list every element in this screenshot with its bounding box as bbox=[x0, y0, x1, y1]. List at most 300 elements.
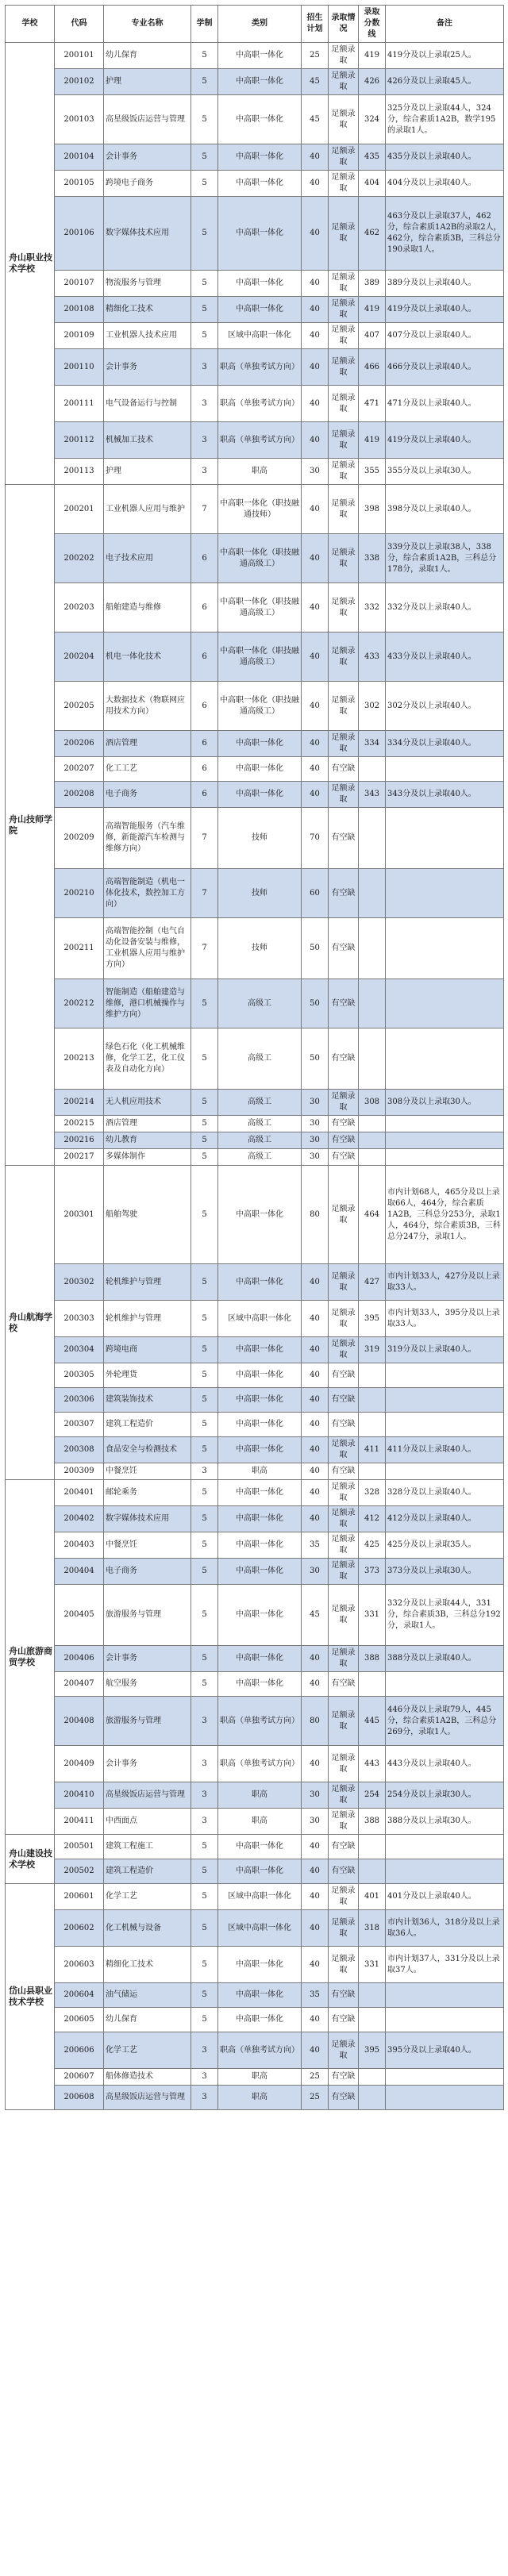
major-cell: 护理 bbox=[104, 459, 191, 485]
code-cell: 200502 bbox=[55, 1859, 104, 1884]
plan-cell: 40 bbox=[302, 1363, 329, 1388]
note-cell bbox=[386, 1672, 504, 1697]
code-cell: 200215 bbox=[55, 1116, 104, 1132]
code-cell: 200501 bbox=[55, 1835, 104, 1859]
years-cell: 5 bbox=[191, 1646, 218, 1672]
code-cell: 200409 bbox=[55, 1746, 104, 1782]
note-cell: 446分及以上录取79人，445分，综合素质1A2B，三科总分269分，录取1人。 bbox=[386, 1697, 504, 1746]
major-cell: 建筑工程施工 bbox=[104, 1835, 191, 1859]
note-cell: 325分及以上录取44人，324分，综合素质1A2B，数学195的录取1人。 bbox=[386, 95, 504, 144]
years-cell: 5 bbox=[191, 1090, 218, 1116]
type-cell: 区域中高职一体化 bbox=[218, 1884, 302, 1910]
major-cell: 幼儿保育 bbox=[104, 2008, 191, 2032]
type-cell: 中高职一体化 bbox=[218, 1480, 302, 1506]
note-cell: 319分及以上录取40人。 bbox=[386, 1337, 504, 1363]
plan-cell: 60 bbox=[302, 869, 329, 918]
years-cell: 5 bbox=[191, 1910, 218, 1947]
type-cell: 中高职一体化 bbox=[218, 1672, 302, 1697]
note-cell: 308分及以上录取30人。 bbox=[386, 1090, 504, 1116]
code-cell: 200407 bbox=[55, 1672, 104, 1697]
status-cell: 足额录取 bbox=[329, 1585, 359, 1646]
plan-cell: 40 bbox=[302, 757, 329, 782]
plan-cell: 40 bbox=[302, 1480, 329, 1506]
note-cell bbox=[386, 1413, 504, 1437]
status-cell: 有空缺 bbox=[329, 1413, 359, 1437]
score-cell bbox=[359, 2008, 386, 2032]
major-cell: 轮机维护与管理 bbox=[104, 1301, 191, 1337]
table-row bbox=[6, 1697, 504, 1746]
status-cell: 足额录取 bbox=[329, 1646, 359, 1672]
plan-cell: 30 bbox=[302, 1809, 329, 1835]
score-cell: 254 bbox=[359, 1782, 386, 1809]
years-cell: 7 bbox=[191, 869, 218, 918]
score-cell: 462 bbox=[359, 197, 386, 271]
score-cell bbox=[359, 1149, 386, 1166]
score-cell bbox=[359, 808, 386, 869]
note-cell: 388分及以上录取30人。 bbox=[386, 1809, 504, 1835]
major-cell: 智能制造（船舶建造与维修，港口机械操作与维护方向） bbox=[104, 979, 191, 1028]
years-cell: 6 bbox=[191, 632, 218, 682]
years-cell: 3 bbox=[191, 2032, 218, 2069]
status-cell: 足额录取 bbox=[329, 485, 359, 534]
status-cell: 足额录取 bbox=[329, 1437, 359, 1463]
plan-cell: 25 bbox=[302, 43, 329, 69]
plan-cell: 35 bbox=[302, 1532, 329, 1559]
type-cell: 中高职一体化（职技融通高级工） bbox=[218, 583, 302, 632]
plan-cell: 30 bbox=[302, 1149, 329, 1166]
type-cell: 中高职一体化（职技融通高级工） bbox=[218, 682, 302, 731]
type-cell: 中高职一体化 bbox=[218, 1437, 302, 1463]
score-cell: 343 bbox=[359, 782, 386, 808]
table-row bbox=[6, 271, 504, 297]
plan-cell: 45 bbox=[302, 1585, 329, 1646]
plan-cell: 40 bbox=[302, 1947, 329, 1983]
score-cell: 395 bbox=[359, 1301, 386, 1337]
note-cell: 404分及以上录取40人。 bbox=[386, 171, 504, 197]
major-cell: 数字媒体技术应用 bbox=[104, 1506, 191, 1532]
years-cell: 6 bbox=[191, 534, 218, 583]
plan-cell: 30 bbox=[302, 1559, 329, 1585]
type-cell: 高级工 bbox=[218, 979, 302, 1028]
type-cell: 中高职一体化 bbox=[218, 271, 302, 297]
table-row bbox=[6, 459, 504, 485]
code-cell: 200604 bbox=[55, 1983, 104, 2008]
major-cell: 航空服务 bbox=[104, 1672, 191, 1697]
score-cell bbox=[359, 757, 386, 782]
plan-cell: 40 bbox=[302, 1506, 329, 1532]
status-cell: 足额录取 bbox=[329, 1782, 359, 1809]
type-cell: 中高职一体化 bbox=[218, 1859, 302, 1884]
table-row bbox=[6, 1388, 504, 1413]
code-cell: 200305 bbox=[55, 1363, 104, 1388]
note-cell: 407分及以上录取40人。 bbox=[386, 323, 504, 349]
column-header: 学制 bbox=[191, 6, 218, 43]
table-row bbox=[6, 1166, 504, 1264]
status-cell: 足额录取 bbox=[329, 1697, 359, 1746]
table-row bbox=[6, 1413, 504, 1437]
code-cell: 200601 bbox=[55, 1884, 104, 1910]
code-cell: 200302 bbox=[55, 1264, 104, 1301]
status-cell: 有空缺 bbox=[329, 1363, 359, 1388]
major-cell: 电子商务 bbox=[104, 782, 191, 808]
table-row bbox=[6, 297, 504, 323]
years-cell: 7 bbox=[191, 808, 218, 869]
years-cell: 3 bbox=[191, 2069, 218, 2086]
major-cell: 高端智能制造（机电一体化技术，数控加工方向） bbox=[104, 869, 191, 918]
table-row bbox=[6, 979, 504, 1028]
table-row bbox=[6, 1532, 504, 1559]
major-cell: 高端智能服务（汽车维修，新能源汽车检测与维修方向） bbox=[104, 808, 191, 869]
note-cell: 373分及以上录取30人。 bbox=[386, 1559, 504, 1585]
table-row bbox=[6, 1910, 504, 1947]
major-cell: 邮轮乘务 bbox=[104, 1480, 191, 1506]
score-cell: 401 bbox=[359, 1884, 386, 1910]
years-cell: 5 bbox=[191, 1301, 218, 1337]
table-row bbox=[6, 1859, 504, 1884]
years-cell: 3 bbox=[191, 1746, 218, 1782]
table-row bbox=[6, 918, 504, 979]
status-cell: 有空缺 bbox=[329, 1463, 359, 1480]
score-cell bbox=[359, 1363, 386, 1388]
major-cell: 精细化工技术 bbox=[104, 1947, 191, 1983]
plan-cell: 40 bbox=[302, 682, 329, 731]
note-cell: 419分及以上录取40人。 bbox=[386, 422, 504, 459]
school-name-cell: 舟山航海学校 bbox=[6, 1166, 55, 1480]
plan-cell: 80 bbox=[302, 1166, 329, 1264]
years-cell: 5 bbox=[191, 1413, 218, 1437]
plan-cell: 35 bbox=[302, 1983, 329, 2008]
plan-cell: 40 bbox=[302, 485, 329, 534]
score-cell: 388 bbox=[359, 1646, 386, 1672]
type-cell: 技师 bbox=[218, 808, 302, 869]
table-row bbox=[6, 485, 504, 534]
code-cell: 200304 bbox=[55, 1337, 104, 1363]
note-cell: 254分及以上录取30人。 bbox=[386, 1782, 504, 1809]
table-row bbox=[6, 1835, 504, 1859]
years-cell: 6 bbox=[191, 583, 218, 632]
major-cell: 船舶驾驶 bbox=[104, 1166, 191, 1264]
code-cell: 200105 bbox=[55, 171, 104, 197]
code-cell: 200205 bbox=[55, 682, 104, 731]
major-cell: 化工工艺 bbox=[104, 757, 191, 782]
status-cell: 有空缺 bbox=[329, 1149, 359, 1166]
note-cell: 市内计划36人，318分及以上录取36人。 bbox=[386, 1910, 504, 1947]
major-cell: 机械加工技术 bbox=[104, 422, 191, 459]
code-cell: 200110 bbox=[55, 349, 104, 386]
major-cell: 中西面点 bbox=[104, 1809, 191, 1835]
plan-cell: 80 bbox=[302, 1697, 329, 1746]
years-cell: 5 bbox=[191, 1028, 218, 1090]
table-row bbox=[6, 1672, 504, 1697]
major-cell: 中餐烹饪 bbox=[104, 1532, 191, 1559]
plan-cell: 40 bbox=[302, 171, 329, 197]
status-cell: 足额录取 bbox=[329, 1166, 359, 1264]
school-name-cell: 舟山旅游商贸学校 bbox=[6, 1480, 55, 1835]
status-cell: 足额录取 bbox=[329, 1947, 359, 1983]
status-cell: 足额录取 bbox=[329, 1506, 359, 1532]
score-cell: 332 bbox=[359, 583, 386, 632]
status-cell: 有空缺 bbox=[329, 979, 359, 1028]
score-cell: 433 bbox=[359, 632, 386, 682]
column-header: 招生计划 bbox=[302, 6, 329, 43]
table-row bbox=[6, 2086, 504, 2110]
years-cell: 5 bbox=[191, 1116, 218, 1132]
plan-cell: 40 bbox=[302, 1859, 329, 1884]
note-cell: 419分及以上录取25人。 bbox=[386, 43, 504, 69]
table-row bbox=[6, 757, 504, 782]
major-cell: 会计事务 bbox=[104, 144, 191, 171]
major-cell: 数字媒体技术应用 bbox=[104, 197, 191, 271]
code-cell: 200608 bbox=[55, 2086, 104, 2110]
table-row bbox=[6, 1090, 504, 1116]
score-cell: 412 bbox=[359, 1506, 386, 1532]
score-cell: 395 bbox=[359, 2032, 386, 2069]
plan-cell: 40 bbox=[302, 1264, 329, 1301]
code-cell: 200101 bbox=[55, 43, 104, 69]
plan-cell: 40 bbox=[302, 1646, 329, 1672]
status-cell: 足额录取 bbox=[329, 69, 359, 95]
major-cell: 船体修造技术 bbox=[104, 2069, 191, 2086]
status-cell: 足额录取 bbox=[329, 1884, 359, 1910]
status-cell: 足额录取 bbox=[329, 43, 359, 69]
score-cell: 318 bbox=[359, 1910, 386, 1947]
note-cell: 466分及以上录取40人。 bbox=[386, 349, 504, 386]
status-cell: 有空缺 bbox=[329, 757, 359, 782]
table-row bbox=[6, 422, 504, 459]
score-cell: 445 bbox=[359, 1697, 386, 1746]
note-cell: 302分及以上录取40人。 bbox=[386, 682, 504, 731]
years-cell: 5 bbox=[191, 1388, 218, 1413]
years-cell: 5 bbox=[191, 323, 218, 349]
code-cell: 200408 bbox=[55, 1697, 104, 1746]
type-cell: 职高（单独考试方向） bbox=[218, 422, 302, 459]
years-cell: 3 bbox=[191, 349, 218, 386]
type-cell: 中高职一体化 bbox=[218, 95, 302, 144]
plan-cell: 40 bbox=[302, 1884, 329, 1910]
years-cell: 5 bbox=[191, 1437, 218, 1463]
score-cell: 302 bbox=[359, 682, 386, 731]
status-cell: 有空缺 bbox=[329, 1116, 359, 1132]
note-cell: 398分及以上录取40人。 bbox=[386, 485, 504, 534]
major-cell: 跨境电子商务 bbox=[104, 171, 191, 197]
years-cell: 5 bbox=[191, 171, 218, 197]
major-cell: 化学工艺 bbox=[104, 1884, 191, 1910]
status-cell: 足额录取 bbox=[329, 1532, 359, 1559]
score-cell: 398 bbox=[359, 485, 386, 534]
type-cell: 中高职一体化 bbox=[218, 197, 302, 271]
type-cell: 区域中高职一体化 bbox=[218, 1910, 302, 1947]
table-row bbox=[6, 43, 504, 69]
plan-cell: 40 bbox=[302, 1463, 329, 1480]
type-cell: 中高职一体化 bbox=[218, 297, 302, 323]
plan-cell: 40 bbox=[302, 534, 329, 583]
major-cell: 绿色石化（化工机械维修，化学工艺，化工仪表及自动化方向） bbox=[104, 1028, 191, 1090]
plan-cell: 50 bbox=[302, 918, 329, 979]
major-cell: 化工机械与设备 bbox=[104, 1910, 191, 1947]
code-cell: 200206 bbox=[55, 731, 104, 757]
years-cell: 7 bbox=[191, 485, 218, 534]
years-cell: 3 bbox=[191, 386, 218, 422]
note-cell bbox=[386, 869, 504, 918]
status-cell: 足额录取 bbox=[329, 682, 359, 731]
type-cell: 中高职一体化 bbox=[218, 1835, 302, 1859]
code-cell: 200103 bbox=[55, 95, 104, 144]
type-cell: 中高职一体化 bbox=[218, 1947, 302, 1983]
note-cell: 市内计划33人，427分及以上录取33人。 bbox=[386, 1264, 504, 1301]
note-cell: 435分及以上录取40人。 bbox=[386, 144, 504, 171]
status-cell: 足额录取 bbox=[329, 422, 359, 459]
plan-cell: 45 bbox=[302, 69, 329, 95]
status-cell: 足额录取 bbox=[329, 2032, 359, 2069]
years-cell: 5 bbox=[191, 1337, 218, 1363]
status-cell: 足额录取 bbox=[329, 197, 359, 271]
score-cell bbox=[359, 2069, 386, 2086]
note-cell: 411分及以上录取40人。 bbox=[386, 1437, 504, 1463]
score-cell bbox=[359, 1413, 386, 1437]
years-cell: 5 bbox=[191, 1149, 218, 1166]
table-row bbox=[6, 1363, 504, 1388]
type-cell: 中高职一体化 bbox=[218, 69, 302, 95]
code-cell: 200113 bbox=[55, 459, 104, 485]
major-cell: 高星级饭店运营与管理 bbox=[104, 2086, 191, 2110]
note-cell bbox=[386, 2086, 504, 2110]
plan-cell: 25 bbox=[302, 2069, 329, 2086]
score-cell: 407 bbox=[359, 323, 386, 349]
years-cell: 5 bbox=[191, 1532, 218, 1559]
plan-cell: 40 bbox=[302, 2032, 329, 2069]
type-cell: 中高职一体化 bbox=[218, 1388, 302, 1413]
major-cell: 工业机器人技术应用 bbox=[104, 323, 191, 349]
plan-cell: 40 bbox=[302, 2008, 329, 2032]
table-row bbox=[6, 1983, 504, 2008]
note-cell: 388分及以上录取40人。 bbox=[386, 1646, 504, 1672]
type-cell: 中高职一体化 bbox=[218, 1585, 302, 1646]
plan-cell: 40 bbox=[302, 1910, 329, 1947]
admission-table-container bbox=[5, 5, 503, 2110]
code-cell: 200204 bbox=[55, 632, 104, 682]
type-cell: 中高职一体化 bbox=[218, 1506, 302, 1532]
note-cell: 334分及以上录取40人。 bbox=[386, 731, 504, 757]
score-cell: 338 bbox=[359, 534, 386, 583]
code-cell: 200411 bbox=[55, 1809, 104, 1835]
years-cell: 3 bbox=[191, 422, 218, 459]
type-cell: 职高 bbox=[218, 1782, 302, 1809]
note-cell: 389分及以上录取40人。 bbox=[386, 271, 504, 297]
score-cell bbox=[359, 1672, 386, 1697]
major-cell: 酒店管理 bbox=[104, 731, 191, 757]
type-cell: 中高职一体化（职技融通高级工） bbox=[218, 534, 302, 583]
type-cell: 高级工 bbox=[218, 1132, 302, 1149]
plan-cell: 30 bbox=[302, 1782, 329, 1809]
type-cell: 职高（单独考试方向） bbox=[218, 349, 302, 386]
status-cell: 有空缺 bbox=[329, 2086, 359, 2110]
major-cell: 中餐烹饪 bbox=[104, 1463, 191, 1480]
status-cell: 有空缺 bbox=[329, 1835, 359, 1859]
note-cell: 市内计划37人，331分及以上录取37人。 bbox=[386, 1947, 504, 1983]
plan-cell: 30 bbox=[302, 459, 329, 485]
school-name-cell: 舟山职业技术学校 bbox=[6, 43, 55, 485]
code-cell: 200109 bbox=[55, 323, 104, 349]
note-cell bbox=[386, 1463, 504, 1480]
years-cell: 6 bbox=[191, 682, 218, 731]
type-cell: 中高职一体化（职技融通技师） bbox=[218, 485, 302, 534]
code-cell: 200309 bbox=[55, 1463, 104, 1480]
table-row bbox=[6, 632, 504, 682]
plan-cell: 40 bbox=[302, 349, 329, 386]
table-row bbox=[6, 534, 504, 583]
major-cell: 多媒体制作 bbox=[104, 1149, 191, 1166]
code-cell: 200307 bbox=[55, 1413, 104, 1437]
status-cell: 有空缺 bbox=[329, 808, 359, 869]
admission-results-table bbox=[5, 5, 504, 2110]
years-cell: 3 bbox=[191, 1463, 218, 1480]
score-cell: 464 bbox=[359, 1166, 386, 1264]
note-cell: 市内计划68人，465分及以上录取66人，464分，综合素质1A2B，三科总分253分，录取1人，464分，综合素质3B，三科总分247分，录取1人。 bbox=[386, 1166, 504, 1264]
score-cell: 324 bbox=[359, 95, 386, 144]
table-row bbox=[6, 1337, 504, 1363]
type-cell: 中高职一体化 bbox=[218, 43, 302, 69]
table-row bbox=[6, 1301, 504, 1337]
score-cell: 328 bbox=[359, 1480, 386, 1506]
note-cell: 426分及以上录取45人。 bbox=[386, 69, 504, 95]
status-cell: 足额录取 bbox=[329, 323, 359, 349]
score-cell bbox=[359, 1116, 386, 1132]
table-row bbox=[6, 731, 504, 757]
code-cell: 200201 bbox=[55, 485, 104, 534]
plan-cell: 40 bbox=[302, 197, 329, 271]
score-cell: 388 bbox=[359, 1809, 386, 1835]
table-row bbox=[6, 1559, 504, 1585]
status-cell: 足额录取 bbox=[329, 731, 359, 757]
years-cell: 5 bbox=[191, 1983, 218, 2008]
status-cell: 有空缺 bbox=[329, 1983, 359, 2008]
major-cell: 油气储运 bbox=[104, 1983, 191, 2008]
status-cell: 足额录取 bbox=[329, 297, 359, 323]
table-row bbox=[6, 1116, 504, 1132]
type-cell: 职高 bbox=[218, 459, 302, 485]
status-cell: 足额录取 bbox=[329, 459, 359, 485]
type-cell: 中高职一体化 bbox=[218, 1264, 302, 1301]
major-cell: 食品安全与检测技术 bbox=[104, 1437, 191, 1463]
table-row bbox=[6, 869, 504, 918]
type-cell: 高级工 bbox=[218, 1149, 302, 1166]
score-cell: 411 bbox=[359, 1437, 386, 1463]
years-cell: 5 bbox=[191, 1672, 218, 1697]
note-cell bbox=[386, 1028, 504, 1090]
type-cell: 高级工 bbox=[218, 1116, 302, 1132]
years-cell: 3 bbox=[191, 2086, 218, 2110]
score-cell: 334 bbox=[359, 731, 386, 757]
type-cell: 职高（单独考试方向） bbox=[218, 386, 302, 422]
note-cell bbox=[386, 2069, 504, 2086]
score-cell bbox=[359, 1835, 386, 1859]
note-cell bbox=[386, 979, 504, 1028]
status-cell: 足额录取 bbox=[329, 95, 359, 144]
table-row bbox=[6, 1746, 504, 1782]
type-cell: 职高（单独考试方向） bbox=[218, 1697, 302, 1746]
code-cell: 200405 bbox=[55, 1585, 104, 1646]
note-cell bbox=[386, 1983, 504, 2008]
column-header: 备注 bbox=[386, 6, 504, 43]
note-cell: 332分及以上录取44人，331分，综合素质3B，三科总分192分，录取1人。 bbox=[386, 1585, 504, 1646]
years-cell: 5 bbox=[191, 43, 218, 69]
plan-cell: 40 bbox=[302, 583, 329, 632]
code-cell: 200213 bbox=[55, 1028, 104, 1090]
status-cell: 足额录取 bbox=[329, 1337, 359, 1363]
type-cell: 职高 bbox=[218, 1463, 302, 1480]
table-row bbox=[6, 1264, 504, 1301]
code-cell: 200207 bbox=[55, 757, 104, 782]
